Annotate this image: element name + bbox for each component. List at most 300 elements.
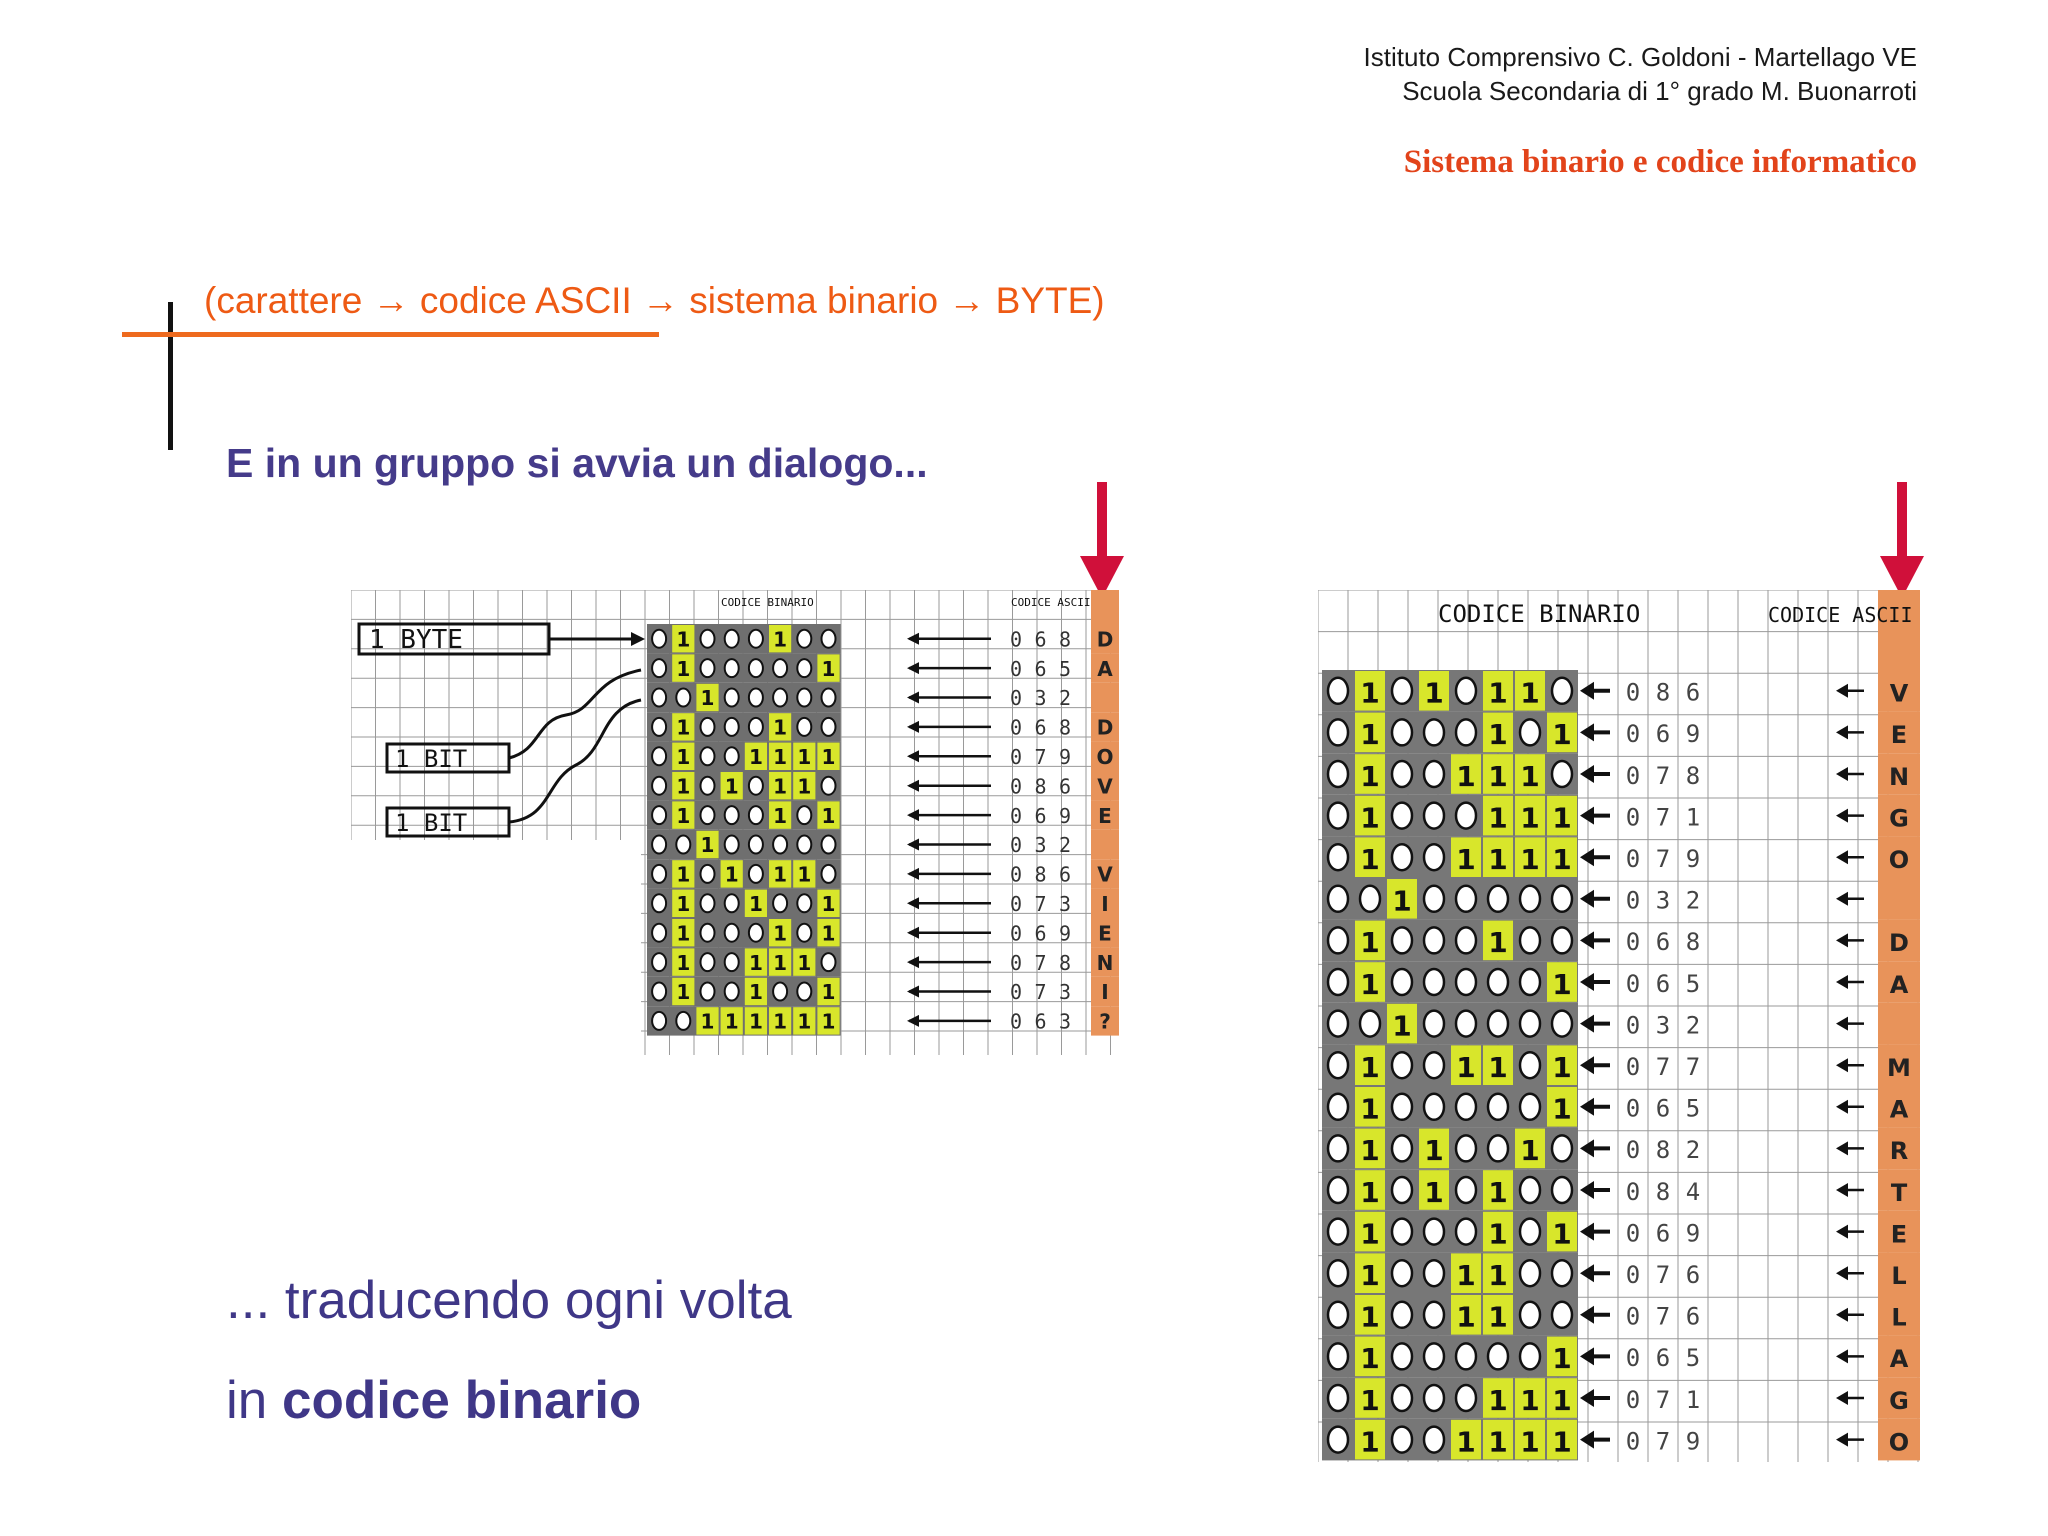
bit-one-digit: 1 bbox=[773, 803, 788, 828]
bit-one-digit: 1 bbox=[821, 803, 836, 828]
bit-one-digit: 1 bbox=[1488, 1383, 1508, 1417]
letter-char: D bbox=[1889, 929, 1909, 958]
bit-zero-cell bbox=[749, 806, 763, 824]
bit-one-digit: 1 bbox=[676, 774, 691, 799]
hand-drawn-sheet-1 bbox=[351, 590, 1119, 1055]
ascii-digit: 7 bbox=[1034, 745, 1047, 769]
ascii-digit: 7 bbox=[1655, 1261, 1671, 1289]
bit-one-digit: 1 bbox=[773, 715, 788, 740]
translate-prefix: in bbox=[226, 1371, 282, 1430]
bit-zero-cell bbox=[1392, 803, 1412, 829]
bit-zero-cell bbox=[1424, 1302, 1444, 1328]
ascii-digit: 7 bbox=[1655, 1427, 1671, 1456]
arrow-left-icon bbox=[907, 986, 919, 998]
bit-one-digit: 1 bbox=[1360, 1259, 1380, 1292]
bit-one-digit: 1 bbox=[676, 803, 691, 828]
bit-zero-cell bbox=[1360, 886, 1380, 912]
bit-zero-cell bbox=[822, 689, 836, 707]
arrow-left-icon bbox=[1836, 809, 1848, 823]
bit-one-digit: 1 bbox=[1360, 1092, 1380, 1126]
ascii-digit: 7 bbox=[1034, 950, 1047, 975]
arrow-left-icon bbox=[907, 956, 919, 968]
ascii-digit: 8 bbox=[1685, 761, 1701, 790]
arrow-left-icon bbox=[907, 927, 919, 939]
bit-zero-cell bbox=[773, 983, 787, 1001]
ascii-code-header: CODICE ASCII bbox=[1011, 596, 1091, 609]
ascii-digit: 6 bbox=[1034, 627, 1047, 652]
bit-one-digit: 1 bbox=[748, 980, 763, 1005]
ascii-digit: 0 bbox=[1625, 969, 1641, 998]
bit-zero-cell bbox=[676, 836, 690, 854]
bit-zero-cell bbox=[1328, 1011, 1348, 1037]
ascii-digit: 0 bbox=[1625, 845, 1641, 873]
bit-zero-cell bbox=[1520, 1094, 1540, 1120]
ascii-digit: 8 bbox=[1058, 715, 1072, 740]
ascii-digit: 8 bbox=[1058, 950, 1072, 975]
ascii-digit: 5 bbox=[1685, 969, 1701, 998]
institute-name: Istituto Comprensivo C. Goldoni - Martellago VE bbox=[1363, 42, 1917, 72]
letter-char: D bbox=[1096, 715, 1114, 740]
bit-one-digit: 1 bbox=[1552, 967, 1572, 1001]
ascii-digit: 7 bbox=[1655, 803, 1671, 832]
arrow-left-icon bbox=[1836, 1225, 1848, 1239]
ascii-digit: 0 bbox=[1009, 686, 1023, 711]
bit-one-digit: 1 bbox=[676, 950, 691, 975]
ascii-digit: 0 bbox=[1625, 1053, 1641, 1081]
ascii-digit: 4 bbox=[1685, 1177, 1701, 1206]
arrow-left-icon bbox=[1580, 1264, 1594, 1282]
bit-zero-cell bbox=[1424, 761, 1444, 787]
bit-zero-cell bbox=[1552, 1260, 1572, 1286]
bit-one-digit: 1 bbox=[1552, 1217, 1572, 1251]
bit-zero-cell bbox=[1520, 1260, 1540, 1286]
bit-one-digit: 1 bbox=[1360, 1342, 1380, 1376]
dialog-heading: E in un gruppo si avvia un dialogo... bbox=[226, 440, 928, 486]
bit-one-digit: 1 bbox=[676, 921, 691, 946]
ascii-digit: 8 bbox=[1655, 1136, 1671, 1165]
bit-zero-cell bbox=[652, 689, 666, 707]
letter-char: E bbox=[1890, 721, 1908, 750]
bit-zero-cell bbox=[1424, 886, 1444, 912]
bit-zero-cell bbox=[773, 836, 787, 854]
arrow-left-icon bbox=[1836, 1308, 1848, 1322]
letter-cell bbox=[1091, 830, 1119, 859]
bit-zero-cell bbox=[725, 689, 739, 707]
letter-char: V bbox=[1889, 679, 1909, 708]
bit-zero-cell bbox=[1520, 1343, 1540, 1369]
bit-one-digit: 1 bbox=[1424, 1175, 1444, 1209]
ascii-digit: 7 bbox=[1655, 1385, 1671, 1414]
binary-code-header: CODICE BINARIO bbox=[721, 596, 814, 609]
bit-zero-cell bbox=[797, 630, 811, 648]
bit-one-digit: 1 bbox=[676, 892, 691, 916]
school-name: Scuola Secondaria di 1° grado M. Buonarroti bbox=[1402, 76, 1917, 106]
letter-char: O bbox=[1888, 1428, 1910, 1457]
bit-zero-cell bbox=[725, 924, 739, 942]
bit-zero-cell bbox=[652, 836, 666, 854]
bit-zero-cell bbox=[652, 630, 666, 648]
bit-zero-cell bbox=[1424, 1343, 1444, 1369]
bit-one-digit: 1 bbox=[1360, 1300, 1380, 1334]
arrow-left-icon bbox=[1580, 1015, 1594, 1033]
bit-zero-cell bbox=[701, 718, 715, 736]
bit-zero-cell bbox=[1328, 1385, 1348, 1411]
bit-zero-cell bbox=[1392, 678, 1412, 704]
bit-one-digit: 1 bbox=[1552, 1051, 1572, 1084]
bit-one-digit: 1 bbox=[1360, 1217, 1380, 1251]
bit-one-digit: 1 bbox=[748, 892, 763, 916]
bit-zero-cell bbox=[652, 924, 666, 942]
bit-zero-cell bbox=[1392, 844, 1412, 870]
bit-zero-cell bbox=[1392, 1135, 1412, 1161]
arrow-left-icon bbox=[907, 809, 919, 821]
bit-zero-cell bbox=[749, 924, 763, 942]
letter-char: R bbox=[1889, 1137, 1909, 1166]
bit-zero-cell bbox=[701, 894, 715, 912]
ascii-digit: 6 bbox=[1685, 1261, 1701, 1289]
bit-one-digit: 1 bbox=[1488, 676, 1508, 710]
bit-zero-cell bbox=[749, 659, 763, 677]
ascii-digit: 6 bbox=[1034, 803, 1047, 828]
letter-char: I bbox=[1101, 892, 1109, 916]
bit-zero-cell bbox=[1328, 844, 1348, 870]
bit-zero-cell bbox=[1520, 886, 1540, 912]
letter-char: V bbox=[1097, 774, 1113, 799]
bit-one-digit: 1 bbox=[1360, 1383, 1380, 1417]
arrow-left-icon bbox=[1580, 890, 1594, 908]
bit-zero-cell bbox=[797, 894, 811, 912]
ascii-digit: 2 bbox=[1685, 886, 1701, 915]
bit-zero-cell bbox=[1552, 1302, 1572, 1328]
bit-zero-cell bbox=[1488, 1343, 1508, 1369]
bit-zero-cell bbox=[725, 806, 739, 824]
bit-one-digit: 1 bbox=[1552, 718, 1572, 752]
bit-zero-cell bbox=[676, 689, 690, 707]
ascii-digit: 1 bbox=[1685, 803, 1701, 832]
arrow-left-icon bbox=[1580, 765, 1594, 783]
bit-one-digit: 1 bbox=[1360, 676, 1380, 710]
bit-one-digit: 1 bbox=[1552, 1383, 1572, 1417]
letter-char: O bbox=[1888, 846, 1910, 874]
arrow-down-icon bbox=[1080, 482, 1124, 600]
bit-zero-cell bbox=[701, 865, 715, 883]
letter-cell bbox=[1878, 1003, 1920, 1045]
bit-zero-cell bbox=[1392, 927, 1412, 953]
bit-zero-cell bbox=[1392, 1302, 1412, 1328]
bit-zero-cell bbox=[1392, 1219, 1412, 1245]
bit-zero-cell bbox=[676, 1012, 690, 1030]
bit-zero-cell bbox=[1328, 761, 1348, 787]
arrow-left-icon bbox=[1836, 767, 1848, 781]
bit-one-digit: 1 bbox=[1360, 1175, 1380, 1209]
bit-zero-cell bbox=[822, 953, 836, 971]
bit-zero-cell bbox=[822, 865, 836, 883]
ascii-digit: 0 bbox=[1625, 1094, 1641, 1123]
bit-one-digit: 1 bbox=[773, 862, 788, 887]
ascii-digit: 2 bbox=[1685, 1011, 1701, 1040]
bit-one-digit: 1 bbox=[676, 627, 691, 652]
arrow-left-icon bbox=[1836, 892, 1848, 906]
bit-one-digit: 1 bbox=[773, 774, 788, 799]
bit-one-digit: 1 bbox=[1488, 1300, 1508, 1334]
ascii-digit: 9 bbox=[1685, 720, 1701, 749]
bit-zero-cell bbox=[1424, 1385, 1444, 1411]
arrow-left-icon bbox=[1836, 1017, 1848, 1031]
ascii-digit: 9 bbox=[1685, 1219, 1701, 1248]
bit-one-digit: 1 bbox=[1488, 1425, 1508, 1459]
ascii-digit: 8 bbox=[1685, 928, 1701, 957]
bit-zero-cell bbox=[1424, 1052, 1444, 1078]
ascii-code-header: CODICE ASCII bbox=[1768, 603, 1913, 627]
arrow-left-icon bbox=[907, 721, 919, 733]
letter-char: A bbox=[1097, 656, 1113, 681]
ascii-digit: 0 bbox=[1625, 761, 1641, 790]
ascii-digit: 8 bbox=[1058, 627, 1072, 652]
ascii-digit: 0 bbox=[1009, 715, 1023, 740]
bit-zero-cell bbox=[1520, 1219, 1540, 1245]
bit-zero-cell bbox=[725, 894, 739, 912]
bit-zero-cell bbox=[1456, 886, 1476, 912]
bit-one-digit: 1 bbox=[1552, 843, 1572, 876]
ascii-digit: 0 bbox=[1009, 921, 1023, 946]
bit-zero-cell bbox=[1456, 1385, 1476, 1411]
bit-zero-cell bbox=[1424, 803, 1444, 829]
ascii-digit: 0 bbox=[1625, 678, 1641, 707]
ascii-digit: 8 bbox=[1034, 862, 1047, 887]
bit-zero-cell bbox=[822, 630, 836, 648]
bit-one-digit: 1 bbox=[676, 745, 691, 769]
bit-zero-cell bbox=[773, 689, 787, 707]
arrow-left-icon bbox=[907, 839, 919, 851]
ascii-digit: 0 bbox=[1009, 833, 1023, 858]
arrow-left-icon bbox=[1836, 933, 1848, 947]
arrow-left-icon bbox=[1580, 1139, 1594, 1157]
bit-one-digit: 1 bbox=[1488, 759, 1508, 793]
letter-char: N bbox=[1888, 762, 1910, 791]
sheet-1-svg bbox=[351, 590, 1119, 1055]
bit-zero-cell bbox=[1552, 927, 1572, 953]
bit-zero-cell bbox=[797, 689, 811, 707]
ascii-digit: 0 bbox=[1625, 1344, 1641, 1373]
bit-zero-cell bbox=[652, 718, 666, 736]
bit-zero-cell bbox=[1456, 1135, 1476, 1161]
ascii-digit: 7 bbox=[1685, 1053, 1701, 1081]
bit-zero-cell bbox=[725, 836, 739, 854]
ascii-digit: 9 bbox=[1058, 921, 1072, 946]
vertical-rule bbox=[168, 302, 173, 450]
bit-one-digit: 1 bbox=[1456, 1300, 1476, 1334]
ascii-digit: 0 bbox=[1625, 1011, 1641, 1040]
bit-zero-cell bbox=[1424, 1219, 1444, 1245]
arrow-left-icon bbox=[1836, 725, 1848, 739]
bit-one-digit: 1 bbox=[1456, 1425, 1476, 1459]
bit-one-digit: 1 bbox=[1360, 1425, 1380, 1459]
bit-zero-cell bbox=[725, 630, 739, 648]
ascii-digit: 3 bbox=[1058, 1009, 1072, 1034]
horizontal-rule bbox=[122, 332, 659, 337]
bit-label-2: 1 BIT bbox=[395, 809, 468, 837]
arrow-left-icon bbox=[1836, 1391, 1848, 1405]
bit-label-1: 1 BIT bbox=[395, 745, 468, 773]
bit-one-digit: 1 bbox=[1488, 926, 1508, 960]
bit-one-digit: 1 bbox=[1360, 1134, 1380, 1168]
bit-one-digit: 1 bbox=[1520, 1383, 1540, 1417]
byte-label: 1 BYTE bbox=[369, 625, 463, 655]
ascii-digit: 0 bbox=[1009, 627, 1023, 652]
bit-one-digit: 1 bbox=[1488, 1259, 1508, 1292]
letter-header-cell bbox=[1878, 590, 1920, 670]
bit-one-digit: 1 bbox=[773, 745, 788, 769]
bit-zero-cell bbox=[1552, 761, 1572, 787]
bit-one-digit: 1 bbox=[1488, 1175, 1508, 1209]
bit-zero-cell bbox=[1456, 803, 1476, 829]
letter-header-cell bbox=[1091, 590, 1119, 624]
ascii-digit: 1 bbox=[1685, 1385, 1701, 1414]
sheet-2-svg bbox=[1318, 590, 1920, 1462]
ascii-digit: 0 bbox=[1625, 1177, 1641, 1206]
arrow-left-icon bbox=[1836, 1349, 1848, 1363]
letter-char: T bbox=[1890, 1178, 1908, 1207]
arrow-left-icon bbox=[1836, 1433, 1848, 1447]
letter-cell bbox=[1091, 683, 1119, 712]
bit-zero-cell bbox=[749, 718, 763, 736]
bit-one-digit: 1 bbox=[821, 1009, 836, 1034]
bit-one-digit: 1 bbox=[1360, 801, 1380, 835]
arrow-left-icon bbox=[1836, 1141, 1848, 1155]
bit-zero-cell bbox=[749, 777, 763, 795]
letter-char: G bbox=[1889, 804, 1909, 833]
bit-zero-cell bbox=[1456, 1094, 1476, 1120]
ascii-digit: 3 bbox=[1058, 980, 1072, 1005]
arrow-left-icon bbox=[1580, 1431, 1594, 1449]
letter-char: E bbox=[1890, 1220, 1908, 1249]
bit-zero-cell bbox=[1488, 1011, 1508, 1037]
bit-zero-cell bbox=[1328, 719, 1348, 745]
bit-one-digit: 1 bbox=[1488, 1051, 1508, 1084]
bit-one-digit: 1 bbox=[676, 715, 691, 740]
bit-zero-cell bbox=[749, 689, 763, 707]
bit-one-digit: 1 bbox=[676, 862, 691, 887]
bit-zero-cell bbox=[1392, 719, 1412, 745]
ascii-digit: 3 bbox=[1655, 886, 1671, 915]
ascii-digit: 6 bbox=[1058, 862, 1072, 887]
bit-zero-cell bbox=[725, 747, 739, 765]
arrow-left-icon bbox=[1580, 973, 1594, 991]
bit-zero-cell bbox=[701, 659, 715, 677]
bit-zero-cell bbox=[725, 983, 739, 1001]
arrow-left-icon bbox=[907, 1015, 919, 1027]
bit-one-digit: 1 bbox=[797, 862, 812, 887]
bit-one-digit: 1 bbox=[821, 656, 836, 681]
bit-one-digit: 1 bbox=[748, 745, 763, 769]
arrow-left-icon bbox=[1580, 848, 1594, 866]
ascii-digit: 9 bbox=[1058, 803, 1072, 828]
bit-one-digit: 1 bbox=[1488, 718, 1508, 752]
arrow-left-icon bbox=[1580, 1181, 1594, 1199]
bit-one-digit: 1 bbox=[1424, 676, 1444, 710]
subject-title: Sistema binario e codice informatico bbox=[1403, 144, 1917, 180]
arrow-left-icon bbox=[907, 662, 919, 674]
letter-char: A bbox=[1889, 1345, 1909, 1374]
ascii-digit: 9 bbox=[1685, 845, 1701, 873]
ascii-digit: 7 bbox=[1655, 761, 1671, 790]
bit-one-digit: 1 bbox=[1552, 1342, 1572, 1376]
bit-zero-cell bbox=[1456, 678, 1476, 704]
ascii-digit: 0 bbox=[1625, 1302, 1641, 1331]
arrow-left-icon bbox=[1580, 1389, 1594, 1407]
bit-zero-cell bbox=[1488, 886, 1508, 912]
arrow-left-icon bbox=[1836, 1183, 1848, 1197]
arrow-left-icon bbox=[1580, 1347, 1594, 1365]
bit-zero-cell bbox=[797, 983, 811, 1001]
ascii-digit: 7 bbox=[1655, 1302, 1671, 1331]
arrow-left-icon bbox=[1580, 1223, 1594, 1241]
translate-line-1: ... traducendo ogni volta bbox=[226, 1271, 792, 1330]
bit-zero-cell bbox=[701, 777, 715, 795]
bit-zero-cell bbox=[749, 836, 763, 854]
bit-one-digit: 1 bbox=[821, 892, 836, 916]
ascii-digit: 3 bbox=[1058, 892, 1072, 916]
letter-char: O bbox=[1096, 745, 1114, 769]
bit-zero-cell bbox=[1328, 1302, 1348, 1328]
ascii-digit: 0 bbox=[1009, 980, 1023, 1005]
letter-char: A bbox=[1889, 970, 1909, 999]
bit-one-digit: 1 bbox=[1520, 1425, 1540, 1459]
bit-zero-cell bbox=[1424, 1094, 1444, 1120]
ascii-digit: 7 bbox=[1034, 980, 1047, 1005]
letter-char: L bbox=[1891, 1262, 1907, 1290]
ascii-digit: 5 bbox=[1685, 1094, 1701, 1123]
bit-zero-cell bbox=[1520, 1011, 1540, 1037]
bit-zero-cell bbox=[1456, 969, 1476, 995]
arrow-left-icon bbox=[907, 633, 919, 645]
bit-one-digit: 1 bbox=[724, 774, 739, 799]
bit-one-digit: 1 bbox=[1360, 967, 1380, 1001]
bit-zero-cell bbox=[1424, 1427, 1444, 1453]
ascii-digit: 0 bbox=[1009, 950, 1023, 975]
bit-one-digit: 1 bbox=[1360, 759, 1380, 793]
bit-zero-cell bbox=[1328, 1343, 1348, 1369]
ascii-digit: 6 bbox=[1034, 656, 1047, 681]
bit-one-digit: 1 bbox=[773, 950, 788, 975]
bit-zero-cell bbox=[1328, 1427, 1348, 1453]
ascii-digit: 0 bbox=[1625, 886, 1641, 915]
ascii-digit: 5 bbox=[1685, 1344, 1701, 1373]
bit-one-digit: 1 bbox=[1456, 1051, 1476, 1084]
ascii-digit: 2 bbox=[1058, 833, 1072, 858]
ascii-digit: 0 bbox=[1625, 720, 1641, 749]
bit-one-digit: 1 bbox=[1424, 1134, 1444, 1168]
letter-char: E bbox=[1098, 921, 1112, 946]
ascii-digit: 0 bbox=[1009, 892, 1023, 916]
ascii-digit: 6 bbox=[1034, 921, 1047, 946]
bit-one-digit: 1 bbox=[1520, 759, 1540, 793]
bit-zero-cell bbox=[1552, 1135, 1572, 1161]
bit-zero-cell bbox=[1392, 1177, 1412, 1203]
ascii-digit: 7 bbox=[1655, 1053, 1671, 1081]
arrow-left-icon bbox=[1836, 684, 1848, 698]
bit-zero-cell bbox=[652, 953, 666, 971]
ascii-digit: 6 bbox=[1034, 715, 1047, 740]
bit-zero-cell bbox=[797, 659, 811, 677]
ascii-digit: 6 bbox=[1685, 1302, 1701, 1331]
bit-zero-cell bbox=[1520, 1302, 1540, 1328]
ascii-digit: 7 bbox=[1655, 845, 1671, 873]
bit-zero-cell bbox=[725, 659, 739, 677]
bit-zero-cell bbox=[725, 718, 739, 736]
bit-one-digit: 1 bbox=[700, 833, 715, 858]
arrow-left-icon bbox=[1836, 850, 1848, 864]
